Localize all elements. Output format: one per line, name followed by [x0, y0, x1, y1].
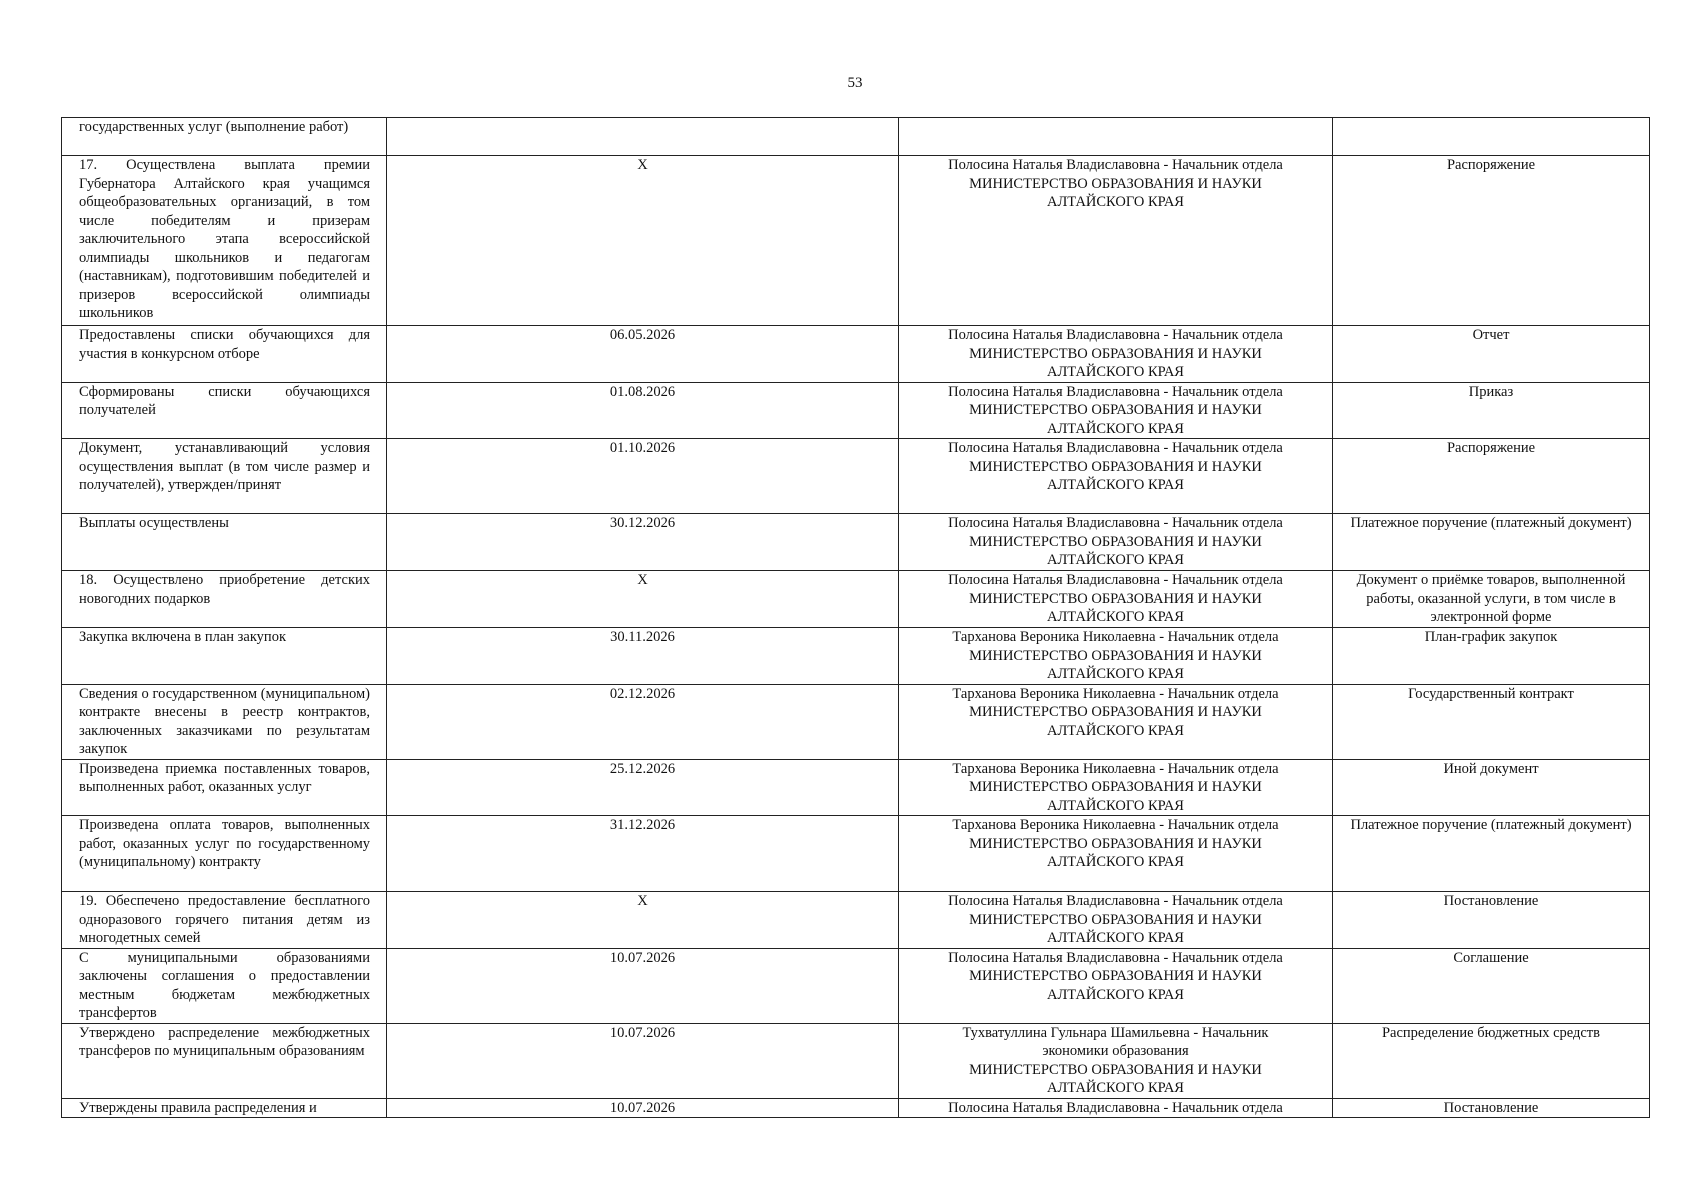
- responsible-person: Полосина Наталья Владиславовна - Начальник отдела: [948, 572, 1283, 588]
- date-cell: [387, 118, 899, 156]
- document-cell: [1333, 1023, 1650, 1098]
- page-number: 53: [847, 75, 863, 91]
- document-text: Платежное поручение (платежный документ): [1350, 817, 1632, 833]
- table-row: [62, 156, 1650, 326]
- responsible-person: Полосина Наталья Владиславовна - Начальник отдела: [948, 1099, 1283, 1116]
- document-text: Соглашение: [1453, 949, 1529, 966]
- responsible-org-line: МИНИСТЕРСТВО ОБРАЗОВАНИЯ И НАУКИ: [969, 647, 1262, 664]
- document-cell: [1333, 759, 1650, 816]
- date-cell: 10.07.2026: [387, 948, 899, 1023]
- responsible-person: Полосина Наталья Владиславовна - Начальник отдела: [948, 157, 1283, 173]
- table-row: [62, 118, 1650, 156]
- responsible-org-line: МИНИСТЕРСТВО ОБРАЗОВАНИЯ И НАУКИ: [969, 345, 1262, 362]
- table-row: [62, 571, 1650, 628]
- event-cell: 17. Осуществлена выплата премии Губернатора Алтайского края учащимся общеобразовательных организаций, в том числе победителям и призерам заключительного этапа всероссийской олимпиады школьников и педагогам (наставникам), подготовившим победителей и призеров всероссийской олимпиады школьников: [62, 156, 387, 326]
- document-cell: [1333, 382, 1650, 439]
- event-cell: государственных услуг (выполнение работ): [62, 118, 387, 156]
- plan-table-body: [62, 118, 1650, 1118]
- document-text: Государственный контракт: [1408, 685, 1574, 702]
- document-cell: [1333, 1098, 1650, 1118]
- responsible-cell: [899, 326, 1333, 383]
- date-cell: X: [387, 156, 899, 326]
- responsible-person: Тарханова Вероника Николаевна - Начальник отдела: [952, 760, 1279, 777]
- responsible-org-line: АЛТАЙСКОГО КРАЯ: [1047, 609, 1184, 625]
- event-cell: Утверждено распределение межбюджетных трансферов по муниципальным образованиям: [62, 1023, 387, 1098]
- responsible-org-line: АЛТАЙСКОГО КРАЯ: [1047, 854, 1184, 870]
- table-row: [62, 1098, 1650, 1118]
- document-cell: [1333, 156, 1650, 326]
- responsible-person: Полосина Наталья Владиславовна - Начальник отдела: [948, 949, 1283, 966]
- responsible-cell: [899, 759, 1333, 816]
- responsible-org-line: МИНИСТЕРСТВО ОБРАЗОВАНИЯ И НАУКИ: [969, 704, 1262, 720]
- date-cell: 01.10.2026: [387, 439, 899, 514]
- responsible-cell: [899, 892, 1333, 949]
- responsible-cell: [899, 382, 1333, 439]
- event-cell: Предоставлены списки обучающихся для участия в конкурсном отборе: [62, 326, 387, 383]
- plan-table: [61, 117, 1650, 1118]
- event-cell: Утверждены правила распределения и: [62, 1098, 387, 1118]
- responsible-org-line: АЛТАЙСКОГО КРАЯ: [1047, 364, 1184, 380]
- event-cell: Сведения о государственном (муниципальном) контракте внесены в реестр контрактов, заключенных заказчиками по результатам закупок: [62, 684, 387, 759]
- event-cell: Произведена оплата товаров, выполненных работ, оказанных услуг по государственному (муниципальному) контракту: [62, 816, 387, 892]
- table-row: [62, 628, 1650, 685]
- table-row: [62, 514, 1650, 571]
- responsible-org-line: МИНИСТЕРСТВО ОБРАЗОВАНИЯ И НАУКИ: [969, 402, 1262, 418]
- responsible-org-line: АЛТАЙСКОГО КРАЯ: [1047, 797, 1184, 814]
- responsible-org-line: МИНИСТЕРСТВО ОБРАЗОВАНИЯ И НАУКИ: [969, 1061, 1262, 1078]
- responsible-cell: [899, 571, 1333, 628]
- document-text: Постановление: [1443, 1099, 1539, 1116]
- responsible-person: Тарханова Вероника Николаевна - Начальник отдела: [952, 817, 1279, 833]
- table-row: [62, 326, 1650, 383]
- document-text: Распределение бюджетных средств: [1381, 1024, 1600, 1041]
- responsible-cell: [899, 1098, 1333, 1118]
- date-cell: 30.12.2026: [387, 514, 899, 571]
- table-row: [62, 382, 1650, 439]
- document-cell: [1333, 118, 1650, 156]
- responsible-person: Полосина Наталья Владиславовна - Начальник отдела: [948, 383, 1283, 400]
- responsible-person: Полосина Наталья Владиславовна - Начальник отдела: [948, 893, 1283, 909]
- responsible-org-line: АЛТАЙСКОГО КРАЯ: [1047, 722, 1184, 739]
- date-cell: 01.08.2026: [387, 382, 899, 439]
- table-row: [62, 439, 1650, 514]
- responsible-org-line: АЛТАЙСКОГО КРАЯ: [1047, 1080, 1184, 1096]
- date-cell: X: [387, 892, 899, 949]
- responsible-org-line: МИНИСТЕРСТВО ОБРАЗОВАНИЯ И НАУКИ: [969, 458, 1262, 475]
- document-cell: [1333, 439, 1650, 514]
- responsible-org-line: АЛТАЙСКОГО КРАЯ: [1047, 666, 1184, 682]
- responsible-org-line: МИНИСТЕРСТВО ОБРАЗОВАНИЯ И НАУКИ: [969, 911, 1262, 928]
- date-cell: 31.12.2026: [387, 816, 899, 892]
- responsible-org-line: МИНИСТЕРСТВО ОБРАЗОВАНИЯ И НАУКИ: [969, 533, 1262, 550]
- event-cell: 18. Осуществлено приобретение детских новогодних подарков: [62, 571, 387, 628]
- document-text: Распоряжение: [1446, 157, 1536, 173]
- event-cell: Сформированы списки обучающихся получателей: [62, 382, 387, 439]
- document-text: Постановление: [1443, 893, 1539, 909]
- event-cell: Произведена приемка поставленных товаров, выполненных работ, оказанных услуг: [62, 759, 387, 816]
- date-cell: 10.07.2026: [387, 1023, 899, 1098]
- table-row: [62, 1023, 1650, 1098]
- responsible-cell: [899, 439, 1333, 514]
- responsible-cell: [899, 628, 1333, 685]
- document-text: Приказ: [1468, 383, 1514, 400]
- responsible-org-line: АЛТАЙСКОГО КРАЯ: [1047, 986, 1184, 1003]
- responsible-cell: [899, 156, 1333, 326]
- document-cell: [1333, 816, 1650, 892]
- event-cell: Выплаты осуществлены: [62, 514, 387, 571]
- date-cell: 25.12.2026: [387, 759, 899, 816]
- responsible-department: экономики образования: [1042, 1043, 1189, 1059]
- responsible-org-line: АЛТАЙСКОГО КРАЯ: [1047, 420, 1184, 437]
- document-cell: [1333, 628, 1650, 685]
- date-cell: 30.11.2026: [387, 628, 899, 685]
- responsible-org-line: МИНИСТЕРСТВО ОБРАЗОВАНИЯ И НАУКИ: [969, 779, 1262, 795]
- document-text: План-график закупок: [1424, 629, 1558, 645]
- event-cell: Закупка включена в план закупок: [62, 628, 387, 685]
- responsible-person: Тарханова Вероника Николаевна - Начальник отдела: [952, 685, 1279, 702]
- responsible-org-line: МИНИСТЕРСТВО ОБРАЗОВАНИЯ И НАУКИ: [969, 835, 1262, 852]
- responsible-person: Тарханова Вероника Николаевна - Начальник отдела: [952, 629, 1279, 645]
- document-cell: [1333, 948, 1650, 1023]
- responsible-person: Тухватуллина Гульнара Шамильевна - Начальник: [962, 1024, 1269, 1041]
- responsible-cell: [899, 684, 1333, 759]
- responsible-org-line: АЛТАЙСКОГО КРАЯ: [1047, 552, 1184, 568]
- responsible-org-line: АЛТАЙСКОГО КРАЯ: [1047, 930, 1184, 946]
- event-cell: С муниципальными образованиями заключены соглашения о предоставлении местным бюджетам межбюджетных трансфертов: [62, 948, 387, 1023]
- event-cell: 19. Обеспечено предоставление бесплатного одноразового горячего питания детям из многодетных семей: [62, 892, 387, 949]
- table-row: [62, 759, 1650, 816]
- responsible-cell: [899, 118, 1333, 156]
- document-text: Распоряжение: [1446, 440, 1536, 456]
- document-cell: [1333, 892, 1650, 949]
- document-cell: [1333, 514, 1650, 571]
- responsible-cell: [899, 816, 1333, 892]
- responsible-org-line: МИНИСТЕРСТВО ОБРАЗОВАНИЯ И НАУКИ: [969, 175, 1262, 192]
- document-cell: [1333, 684, 1650, 759]
- date-cell: 02.12.2026: [387, 684, 899, 759]
- table-row: [62, 948, 1650, 1023]
- responsible-cell: [899, 514, 1333, 571]
- document-text: Иной документ: [1443, 760, 1539, 777]
- responsible-person: Полосина Наталья Владиславовна - Начальник отдела: [948, 327, 1283, 343]
- responsible-org-line: МИНИСТЕРСТВО ОБРАЗОВАНИЯ И НАУКИ: [969, 590, 1262, 607]
- table-row: [62, 892, 1650, 949]
- document-text: Документ о приёмке товаров, выполненной работы, оказанной услуги, в том числе в электронной форме: [1356, 572, 1626, 625]
- document-cell: [1333, 326, 1650, 383]
- document-cell: [1333, 571, 1650, 628]
- document-text: Платежное поручение (платежный документ): [1350, 515, 1632, 531]
- table-row: [62, 684, 1650, 759]
- event-cell: Документ, устанавливающий условия осуществления выплат (в том числе размер и получателей), утвержден/принят: [62, 439, 387, 514]
- date-cell: 06.05.2026: [387, 326, 899, 383]
- table-row: [62, 816, 1650, 892]
- responsible-org-line: МИНИСТЕРСТВО ОБРАЗОВАНИЯ И НАУКИ: [969, 968, 1262, 984]
- date-cell: 10.07.2026: [387, 1098, 899, 1118]
- responsible-person: Полосина Наталья Владиславовна - Начальник отдела: [948, 440, 1283, 456]
- responsible-cell: [899, 948, 1333, 1023]
- responsible-org-line: АЛТАЙСКОГО КРАЯ: [1047, 194, 1184, 210]
- date-cell: X: [387, 571, 899, 628]
- responsible-org-line: АЛТАЙСКОГО КРАЯ: [1047, 477, 1184, 493]
- responsible-cell: [899, 1023, 1333, 1098]
- responsible-person: Полосина Наталья Владиславовна - Начальник отдела: [948, 515, 1283, 531]
- document-text: Отчет: [1472, 327, 1510, 343]
